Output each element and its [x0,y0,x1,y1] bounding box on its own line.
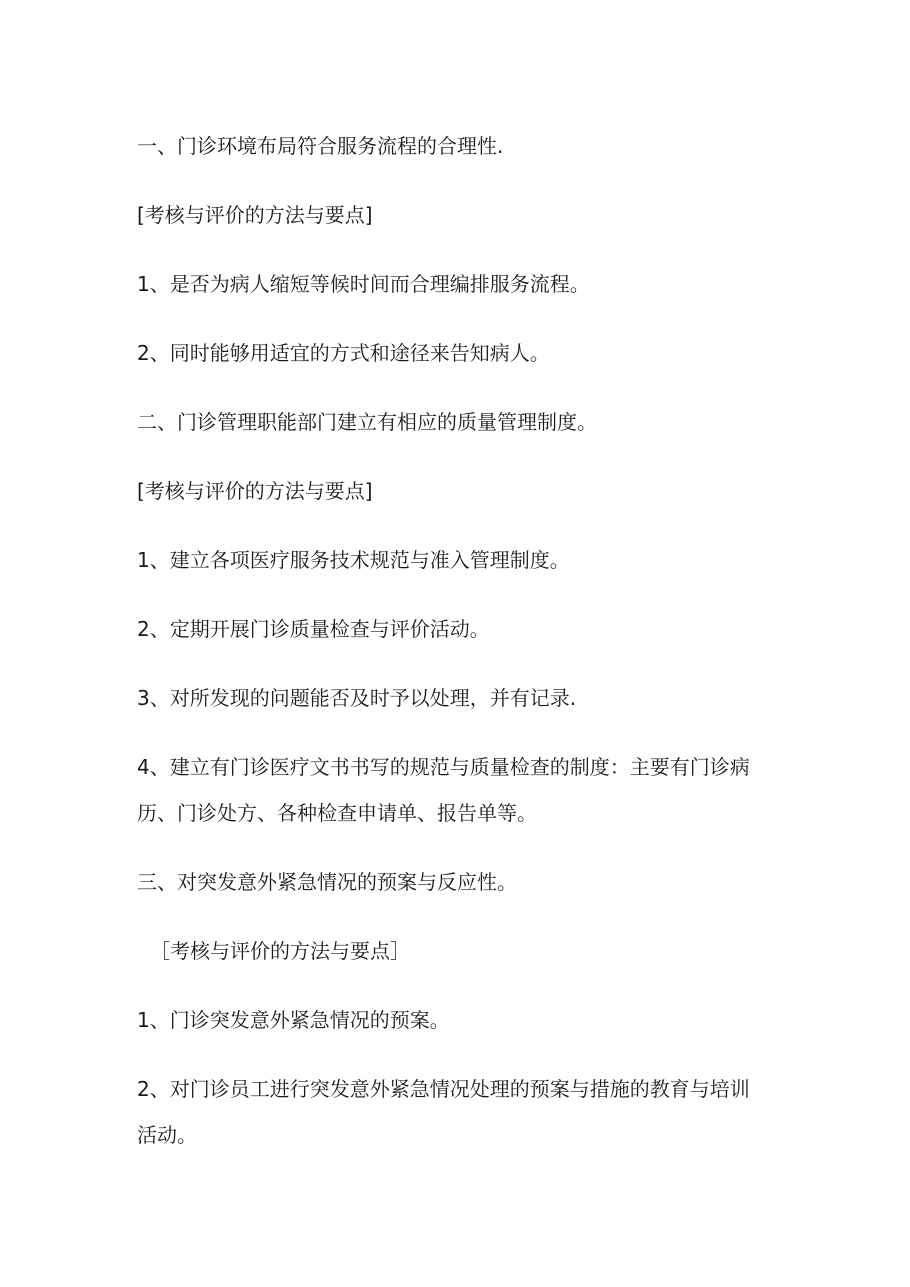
section-heading-1: 一、门诊环境布局符合服务流程的合理性. [137,134,504,158]
section-heading-3: 三、对突发意外紧急情况的预案与反应性。 [137,870,517,894]
assessment-heading-1: [考核与评价的方法与要点] [137,203,373,227]
section-heading-2: 二、门诊管理职能部门建立有相应的质量管理制度。 [137,410,597,434]
assessment-heading-3: ［考核与评价的方法与要点］ [150,939,410,963]
item-2-2: 2、定期开展门诊质量检查与评价活动。 [137,617,490,641]
assessment-heading-2: [考核与评价的方法与要点] [137,479,373,503]
item-2-4-line1: 4、建立有门诊医疗文书书写的规范与质量检查的制度：主要有门诊病 [137,755,750,779]
item-3-2-line2: 活动。 [137,1123,197,1147]
item-3-1: 1、门诊突发意外紧急情况的预案。 [137,1008,450,1032]
item-1-2: 2、同时能够用适宜的方式和途径来告知病人。 [137,341,550,365]
item-1-1: 1、是否为病人缩短等候时间而合理编排服务流程。 [137,272,590,296]
item-2-1: 1、建立各项医疗服务技术规范与准入管理制度。 [137,548,570,572]
item-2-3: 3、对所发现的问题能否及时予以处理，并有记录. [137,686,577,710]
item-3-2-line1: 2、对门诊员工进行突发意外紧急情况处理的预案与措施的教育与培训 [137,1077,750,1101]
item-2-4-line2: 历、门诊处方、各种检查申请单、报告单等。 [137,801,537,825]
